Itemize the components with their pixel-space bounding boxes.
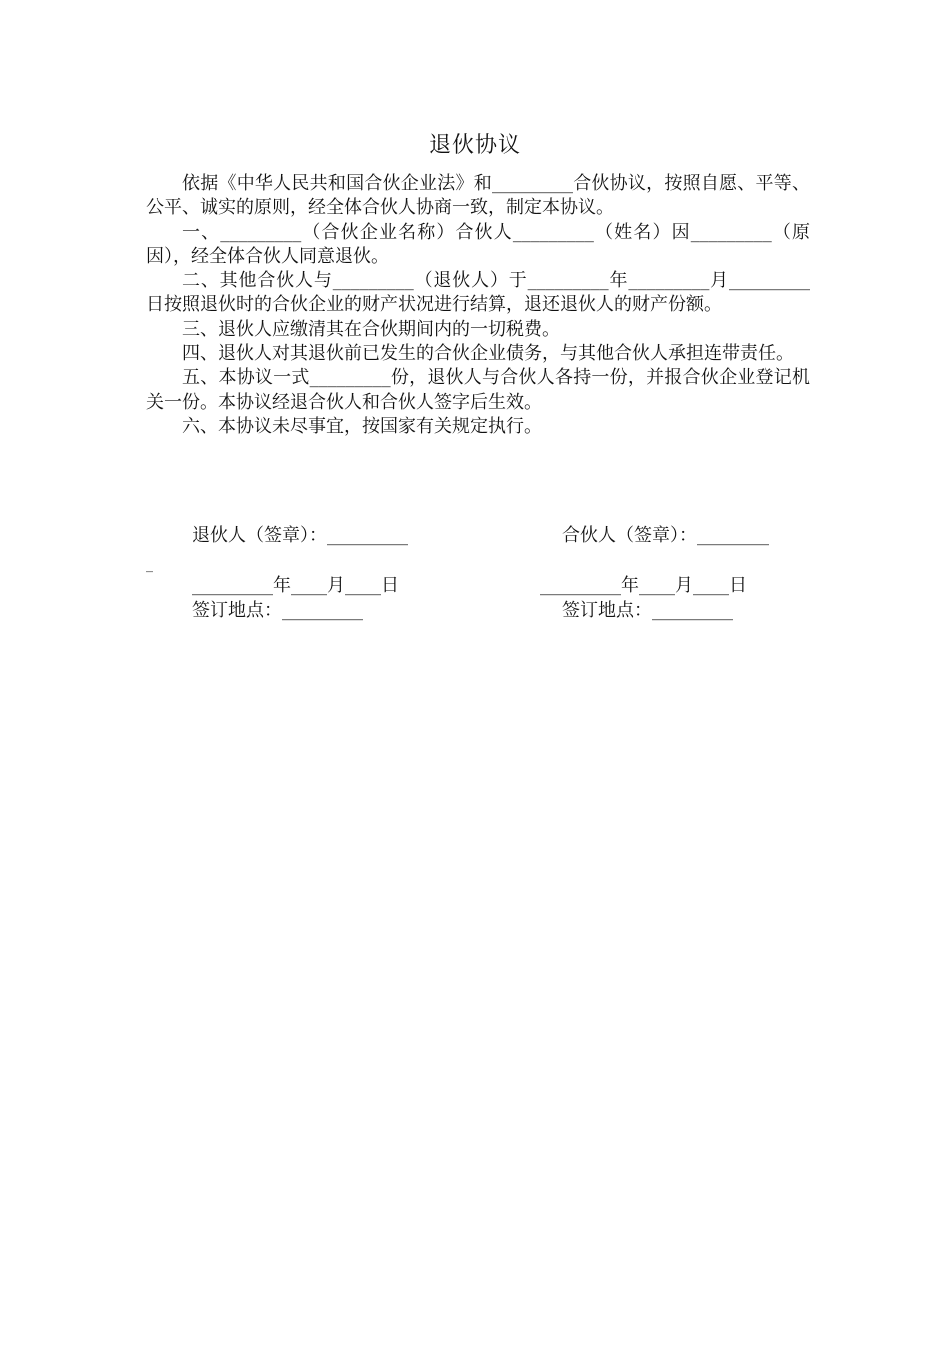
signature-partner: 合伙人（签章）：________ [562, 525, 769, 546]
paragraph-clause-5: 五、本协议一式_________份，退伙人与合伙人各持一份，并报合伙企业登记机关一份。本协议经退合伙人和合伙人签字后生效。 [146, 367, 810, 413]
date-retiring-partner: _________年____月____日 [192, 575, 399, 596]
paragraph-clause-1: 一、_________（合伙企业名称）合伙人_________（姓名）因_________（原因），经全体合伙人同意退伙。 [146, 221, 810, 267]
place-retiring-partner: 签订地点：_________ [192, 600, 363, 621]
paragraph-clause-2: 二、其他合伙人与_________（退伙人）于_________年_________月_________日按照退伙时的合伙企业的财产状况进行结算，退还退伙人的财产份额。 [146, 270, 810, 316]
document-title: 退伙协议 [428, 133, 521, 158]
paragraph-clause-3: 三、退伙人应缴清其在合伙期间内的一切税费。 [182, 318, 560, 340]
date-partner: _________年____月____日 [540, 575, 747, 596]
paragraph-preamble: 依据《中华人民共和国合伙企业法》和_________合伙协议，按照自愿、平等、公平、诚实的原则，经全体合伙人协商一致，制定本协议。 [146, 173, 810, 219]
place-partner: 签订地点：_________ [562, 600, 733, 621]
paragraph-clause-6: 六、本协议未尽事宜，按国家有关规定执行。 [182, 415, 542, 437]
signature-retiring-partner: 退伙人（签章）：_________ [192, 525, 408, 546]
stray-underline-mark: _ [146, 557, 153, 573]
paragraph-clause-4: 四、退伙人对其退伙前已发生的合伙企业债务，与其他合伙人承担连带责任。 [182, 343, 794, 365]
agreement-body [146, 172, 810, 439]
